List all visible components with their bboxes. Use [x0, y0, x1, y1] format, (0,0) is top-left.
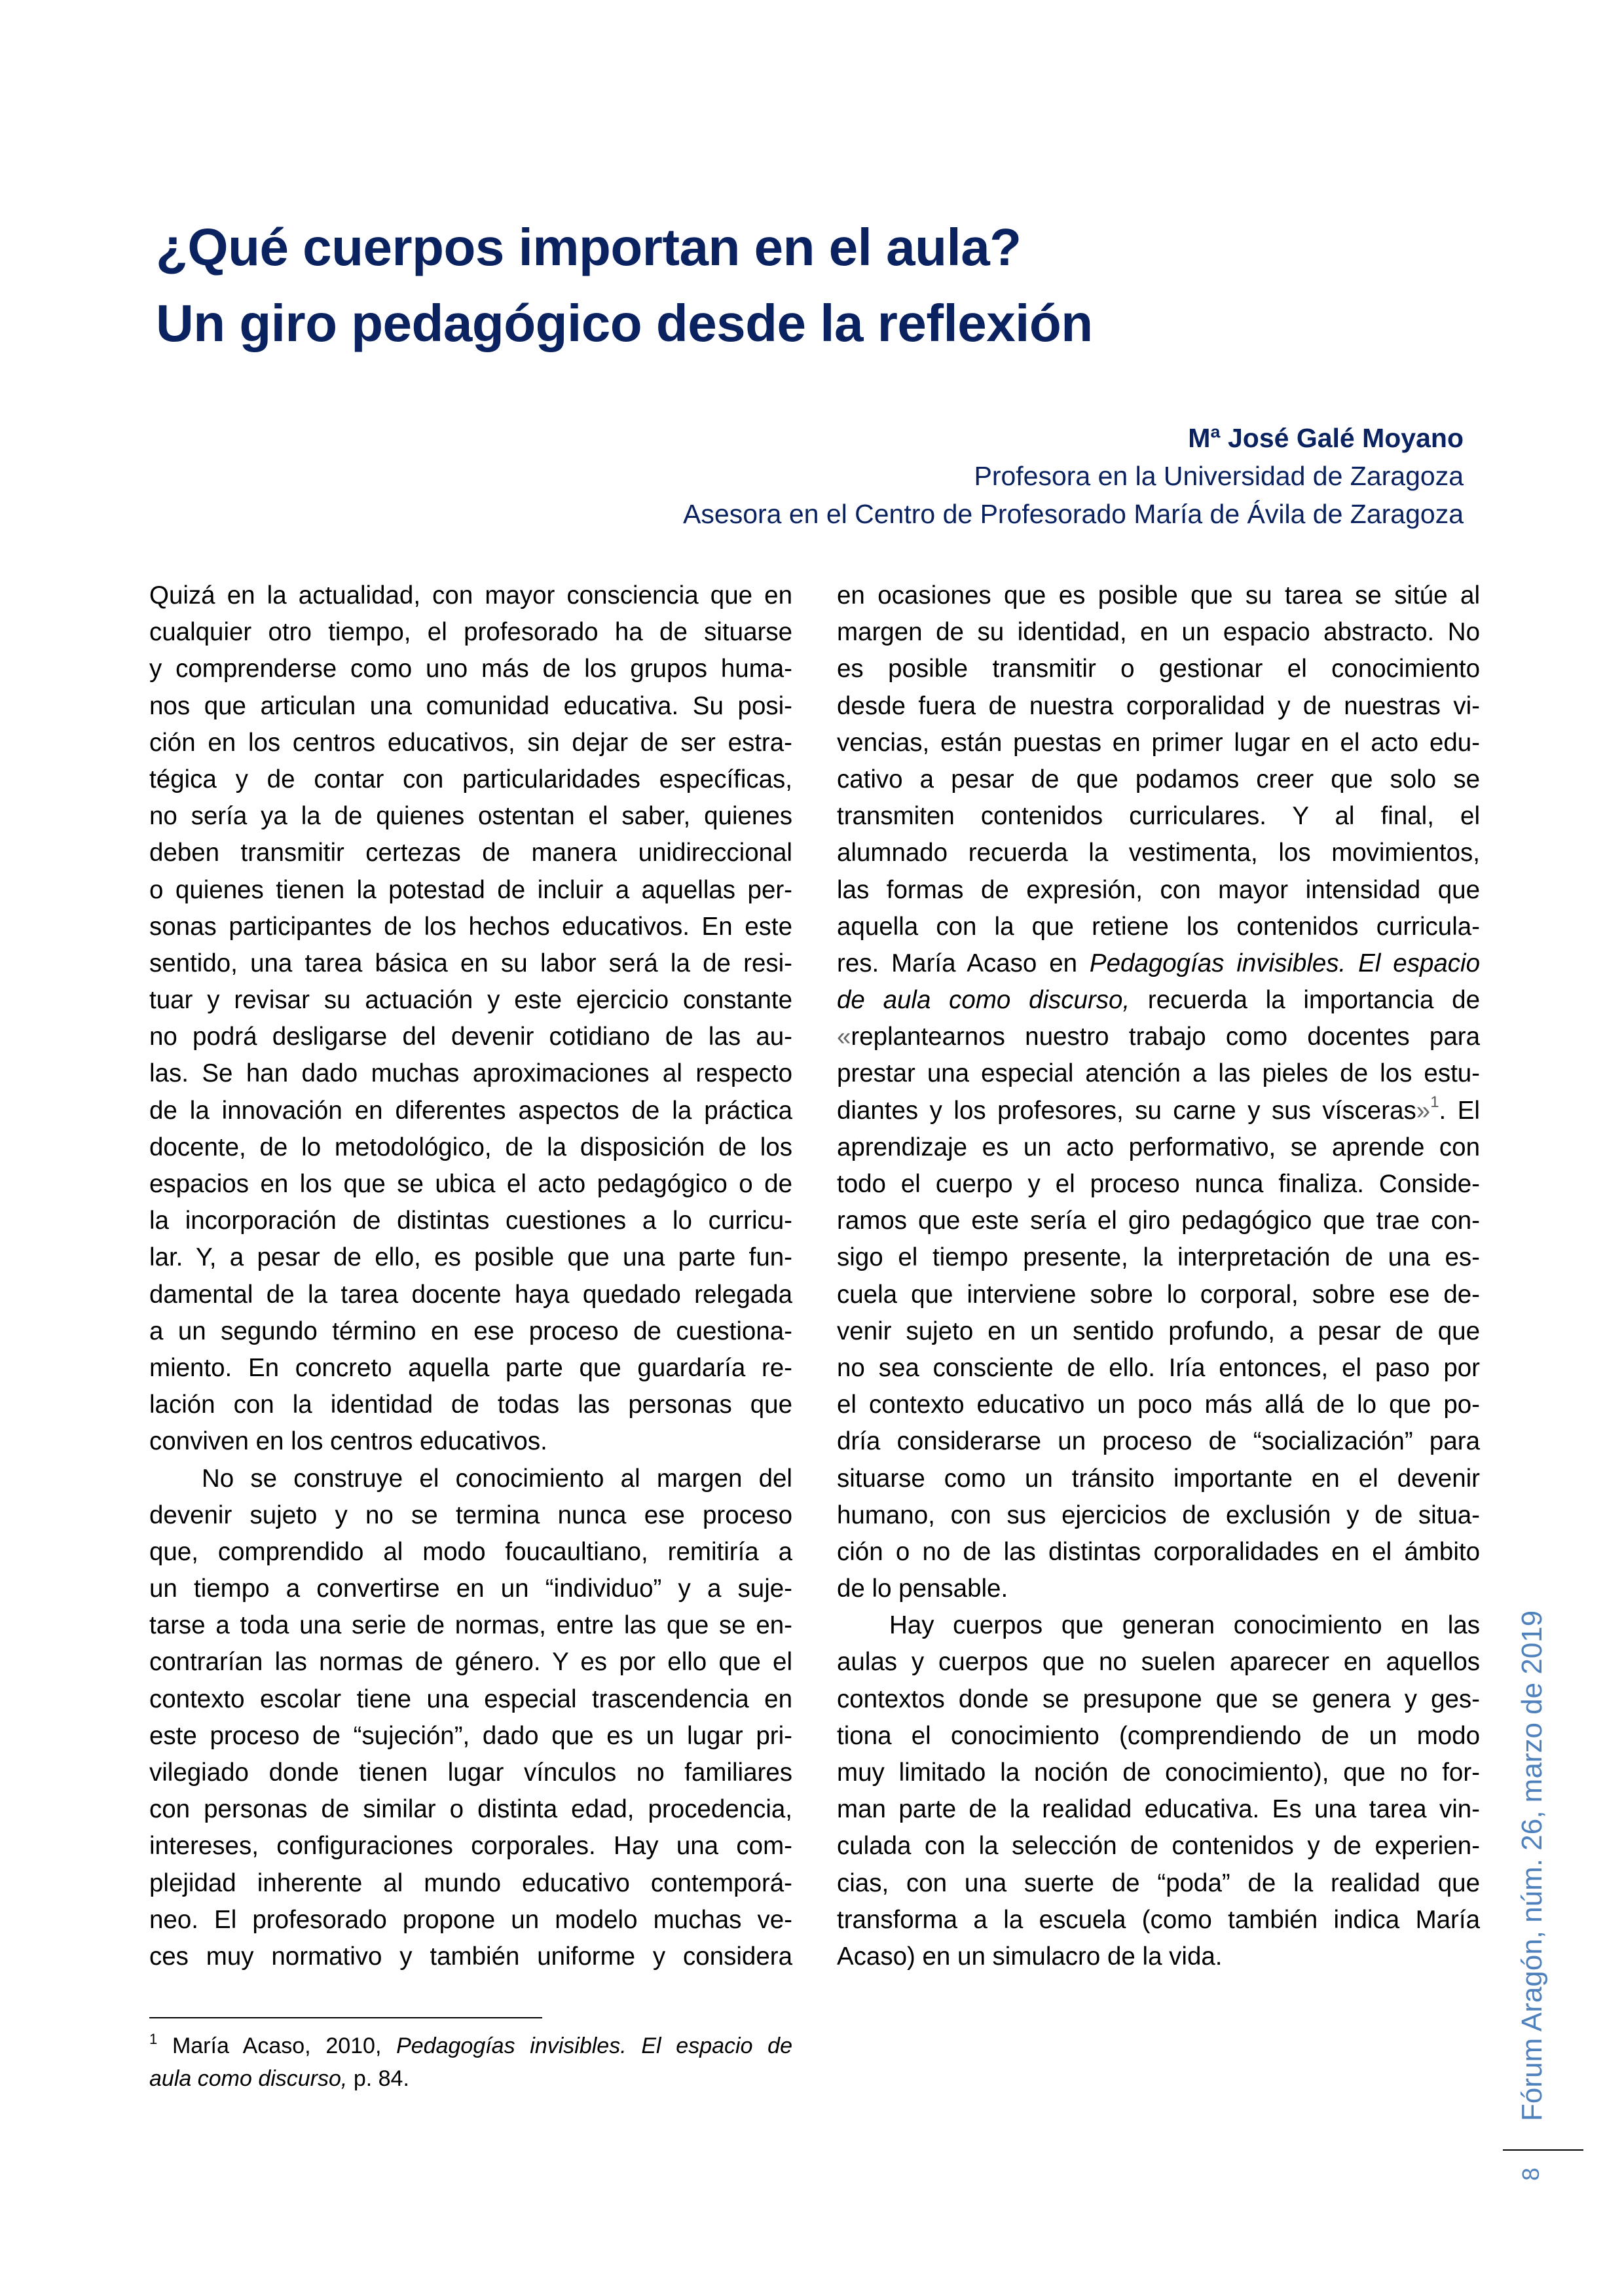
text-line: cualquier otro tiempo, el profesorado ha de situarse [149, 618, 792, 647]
text-line: Acaso) en un simulacro de la vida. [837, 1942, 1223, 1971]
text-line: con personas de similar o distinta edad, procedencia, [149, 1795, 792, 1824]
text-line: contrarían las normas de género. Y es por ello que el [149, 1648, 792, 1677]
text-line: de lo pensable. [837, 1575, 1008, 1603]
text-line: tiona el conocimiento (comprendiendo de un modo [837, 1721, 1480, 1750]
text-line: tuar y revisar su actuación y este ejercicio constante [149, 986, 792, 1015]
text-line: humano, con sus ejercicios de exclusión y de situa- [837, 1501, 1480, 1529]
text-line: vilegiado donde tienen lugar vínculos no familiares [149, 1758, 792, 1787]
text-line: culada con la selección de contenidos y de experien- [837, 1832, 1480, 1861]
text-line: muy limitado la noción de conocimiento), que no for- [837, 1758, 1480, 1787]
article-title [156, 210, 1093, 361]
text-line: tarse a toda una serie de normas, entre las que se en- [149, 1611, 792, 1640]
text-line: de la innovación en diferentes aspectos de la práctica [149, 1096, 792, 1125]
journal-info-vertical: Fórum Aragón, núm. 26, marzo de 2019 [1516, 1610, 1548, 2121]
affiliation-1: Profesora en la Universidad de Zaragoza [974, 461, 1464, 491]
footnote-reference[interactable]: 1 [1430, 1093, 1439, 1111]
text-line: aprendizaje es un acto performativo, se aprende con [837, 1133, 1480, 1161]
text-line: nos que articulan una comunidad educativa. Su posi- [149, 691, 792, 720]
text-line: ción o no de las distintas corporalidades en el ámbito [837, 1537, 1480, 1566]
text-line: un tiempo a convertirse en un “individuo” y a suje- [149, 1575, 792, 1603]
text-line: conviven en los centros educativos. [149, 1427, 547, 1456]
text-line: intereses, configuraciones corporales. Hay una com- [149, 1832, 792, 1861]
text-line: vencias, están puestas en primer lugar en el acto edu- [837, 728, 1480, 757]
text-line: plejidad inherente al mundo educativo contemporá- [149, 1868, 792, 1897]
text-line: cativo a pesar de que podamos creer que solo se [837, 765, 1480, 793]
text-line: lar. Y, a pesar de ello, es posible que una parte fun- [149, 1243, 792, 1272]
text-line: espacios en los que se ubica el acto pedagógico o de [149, 1170, 792, 1198]
title-line-1: ¿Qué cuerpos importan en el aula? [156, 218, 1022, 276]
text-line: alumnado recuerda la vestimenta, los movimientos, [837, 839, 1480, 867]
text-line: la incorporación de distintas cuestiones a lo curricu- [149, 1207, 792, 1235]
author-name: Mª José Galé Moyano [1188, 423, 1464, 453]
text-line: ción en los centros educativos, sin dejar de ser estra- [149, 728, 792, 757]
text-line: damental de la tarea docente haya quedado relegada [149, 1280, 792, 1309]
text-line: Quizá en la actualidad, con mayor consciencia que en [149, 581, 792, 610]
text-line: todo el cuerpo y el proceso nunca finaliza. Conside- [837, 1170, 1480, 1198]
text-line: ces muy normativo y también uniforme y considera [149, 1942, 792, 1971]
text-line: res. María Acaso en Pedagogías invisibles. El espacio [837, 949, 1480, 977]
footnote-separator [149, 2017, 542, 2018]
text-line: y comprenderse como uno más de los grupos huma- [149, 655, 792, 683]
text-line: es posible transmitir o gestionar el conocimiento [837, 655, 1480, 683]
text-line: de aula como discurso, recuerda la importancia de [837, 986, 1481, 1015]
page-number-rule [1503, 2149, 1583, 2151]
text-line: dría considerarse un proceso de “socialización” para [837, 1427, 1480, 1456]
text-line: docente, de lo metodológico, de la disposición de los [149, 1133, 792, 1161]
text-line: este proceso de “sujeción”, dado que es un lugar pri- [149, 1721, 792, 1750]
text-line: transforma a la escuela (como también indica María [837, 1905, 1480, 1934]
text-line: prestar una especial atención a las pieles de los estu- [837, 1059, 1480, 1088]
text-line: sentido, una tarea básica en su labor será la de resi- [149, 949, 792, 977]
text-line: aquella con la que retiene los contenidos curricula- [837, 912, 1480, 941]
right-column [837, 577, 1480, 1975]
quote-open-mark: « [837, 1023, 851, 1051]
text-line: devenir sujeto y no se termina nunca ese proceso [149, 1501, 792, 1529]
text-line: las. Se han dado muchas aproximaciones al respecto [149, 1059, 792, 1088]
text-line: no sería ya la de quienes ostentan el saber, quienes [149, 802, 792, 831]
text-line: cuela que interviene sobre lo corporal, sobre ese de- [837, 1280, 1480, 1309]
text-line: neo. El profesorado propone un modelo muchas ve- [149, 1905, 792, 1934]
text-line: sigo el tiempo presente, la interpretación de una es- [837, 1243, 1480, 1272]
text-line: deben transmitir certezas de manera unidireccional [149, 839, 792, 867]
text-line: transmiten contenidos curriculares. Y al final, el [837, 802, 1480, 831]
page-number: 8 [1517, 2167, 1544, 2181]
footnote-number: 1 [149, 2031, 158, 2047]
text-line: que, comprendido al modo foucaultiano, remitiría a [149, 1537, 792, 1566]
affiliation-2: Asesora en el Centro de Profesorado María de Ávila de Zaragoza [683, 499, 1464, 529]
text-line: venir sujeto en un sentido profundo, a pesar de que [837, 1317, 1480, 1345]
text-line: cias, con una suerte de “poda” de la realidad que [837, 1868, 1480, 1897]
text-line: contexto escolar tiene una especial trascendencia en [149, 1685, 792, 1713]
text-line: man parte de la realidad educativa. Es una tarea vin- [837, 1795, 1480, 1824]
text-line: tégica y de contar con particularidades específicas, [149, 765, 792, 793]
footnote: $^1$ María Acaso, 2010, Pedagogías invisibles. El espacio de aula como discurso, p. 84. [149, 2031, 792, 2091]
title-line-2: Un giro pedagógico desde la reflexión [156, 294, 1093, 352]
text-line: lación con la identidad de todas las personas que [149, 1391, 792, 1419]
text-line: situarse como un tránsito importante en el devenir [837, 1464, 1480, 1493]
text-line: miento. En concreto aquella parte que guardaría re- [149, 1353, 792, 1382]
book-title-italic: de aula como discurso, [837, 986, 1130, 1015]
text-line: Hay cuerpos que generan conocimiento en las [889, 1611, 1480, 1640]
book-title-italic: Pedagogías invisibles. El espacio [1089, 949, 1480, 977]
text-line: margen de su identidad, en un espacio abstracto. No [837, 618, 1480, 647]
text-line: sonas participantes de los hechos educativos. En este [149, 912, 792, 941]
byline [683, 419, 1464, 533]
text-line: las formas de expresión, con mayor intensidad que [837, 875, 1480, 904]
left-column [149, 577, 792, 1975]
text-line: no podrá desligarse del devenir cotidiano de las au- [149, 1023, 792, 1051]
text-line: contextos donde se presupone que se genera y ges- [837, 1685, 1480, 1713]
text-line: desde fuera de nuestra corporalidad y de nuestras vi- [837, 691, 1480, 720]
text-line: en ocasiones que es posible que su tarea se sitúe al [837, 581, 1480, 610]
text-line: a un segundo término en ese proceso de cuestiona- [149, 1317, 792, 1345]
text-line: no sea consciente de ello. Iría entonces, el paso por [837, 1353, 1480, 1382]
quote-close-mark: » [1416, 1096, 1431, 1125]
text-line: No se construye el conocimiento al margen del [202, 1464, 792, 1493]
text-line: ramos que este sería el giro pedagógico que trae con- [837, 1207, 1480, 1235]
text-line: diantes y los profesores, su carne y sus vísceras»$^1$. El [837, 1093, 1480, 1125]
text-line: el contexto educativo un poco más allá de lo que po- [837, 1391, 1480, 1419]
text-line: «replantearnos nuestro trabajo como docentes para [837, 1023, 1480, 1051]
text-line: aulas y cuerpos que no suelen aparecer en aquellos [837, 1648, 1480, 1677]
text-line: o quienes tienen la potestad de incluir a aquellas per- [149, 875, 792, 904]
